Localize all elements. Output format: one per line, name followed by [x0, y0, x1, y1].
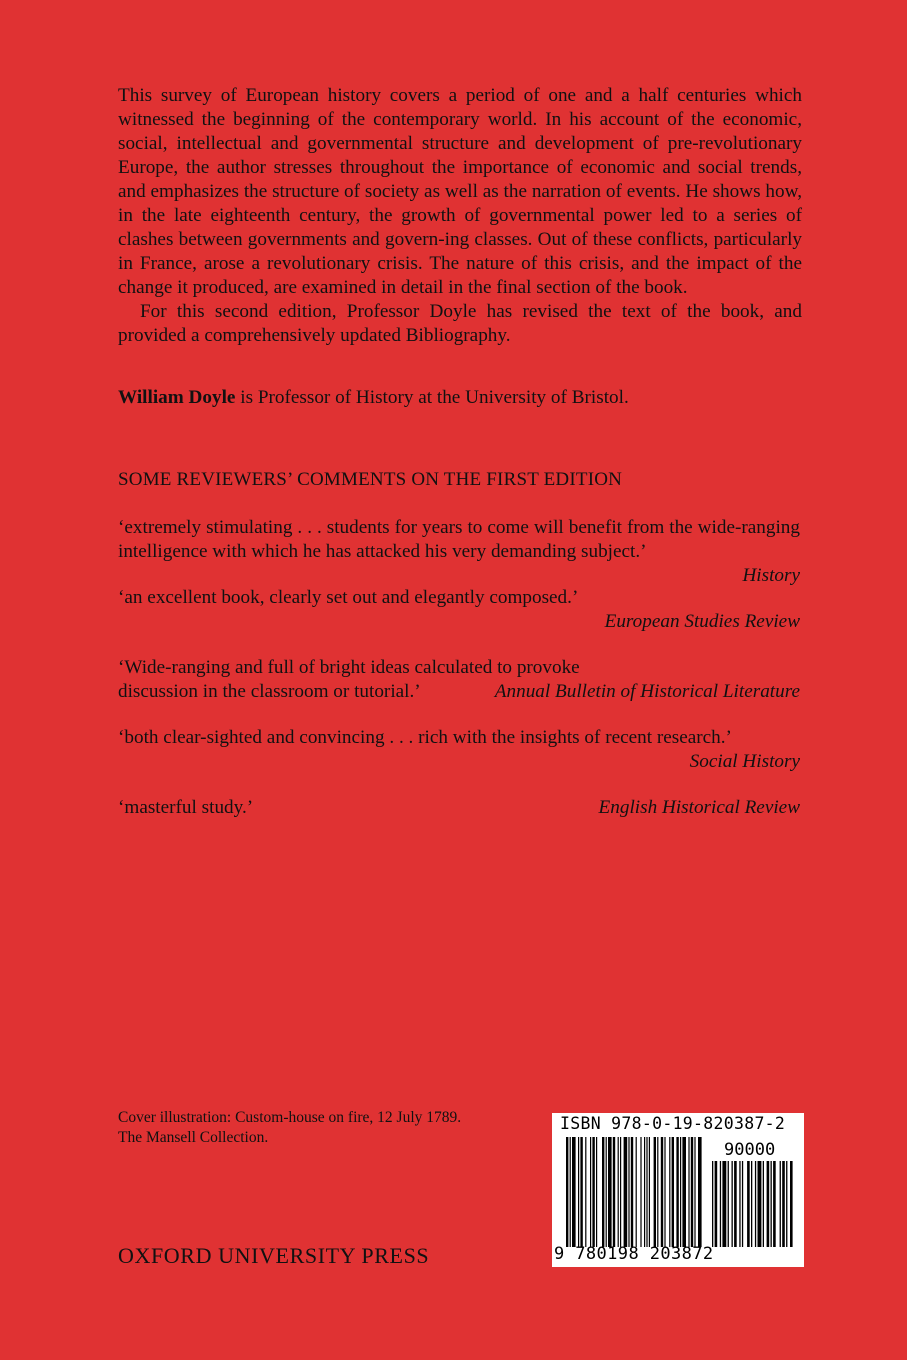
barcode-bar: [640, 1137, 641, 1247]
review-quote: ‘Wide-ranging and full of bright ideas calculated to provoke discussion in the classroom or tutorial.’: [118, 657, 580, 702]
barcode-bar: [624, 1137, 628, 1247]
addon-barcode-bar: [722, 1161, 726, 1247]
barcode-bar: [664, 1137, 665, 1247]
addon-barcode-bar: [732, 1161, 733, 1247]
barcode-bar: [672, 1137, 674, 1247]
review-3: [118, 656, 808, 704]
review-source: English Historical Review: [598, 797, 800, 818]
blurb-paragraph-1: This survey of European history covers a period of one and a half centuries which witnessed the beginning of the contemporary world. In his account of the economic, social, intellectual and governmental structure and development of pre-revolutionary Europe, the author stresses throughout the importance of economic and social trends, and emphasizes the structure of society as well as the narration of events. He shows how, in the late eighteenth century, the growth of governmental power led to a series of clashes between governments and govern-ing classes. Out of these conflicts, particularly in France, arose a revolutionary crisis. The nature of this crisis, and the impact of the change it produced, are examined in detail in the final section of the book.: [118, 85, 802, 298]
barcode-bar: [676, 1137, 678, 1247]
barcode-bar: [585, 1137, 586, 1247]
addon-barcode-bar: [739, 1161, 740, 1247]
barcode-bar: [596, 1137, 597, 1247]
review-quote: ‘both clear-sighted and convincing . . . rich with the insights of recent research.’: [118, 727, 732, 748]
review-source: Annual Bulletin of Historical Literature: [494, 681, 800, 702]
barcode-bar: [631, 1137, 633, 1247]
addon-barcode-bar: [720, 1161, 721, 1247]
review-quote: ‘masterful study.’: [118, 797, 254, 818]
review-2: [118, 586, 800, 634]
barcode-bar: [654, 1137, 656, 1247]
barcode-bar: [657, 1137, 658, 1247]
isbn-text: ISBN 978-0-19-820387-2: [560, 1114, 786, 1133]
review-source: European Studies Review: [604, 611, 800, 632]
barcode-bar: [580, 1137, 582, 1247]
review-quote: ‘an excellent book, clearly set out and elegantly composed.’: [118, 587, 579, 608]
barcode-bar: [636, 1137, 637, 1247]
barcode-bar: [644, 1137, 645, 1247]
author-name: William Doyle: [118, 387, 236, 408]
addon-barcode-bar: [728, 1161, 729, 1247]
barcode-bar: [620, 1137, 621, 1247]
addon-barcode-bar: [712, 1161, 713, 1247]
addon-barcode-bar: [747, 1161, 750, 1247]
barcode-bar: [682, 1137, 686, 1247]
addon-barcode-bar: [773, 1161, 776, 1247]
barcode-bar: [566, 1137, 568, 1247]
barcode-bar: [669, 1137, 670, 1247]
barcode-bar: [572, 1137, 576, 1247]
barcode-bar: [649, 1137, 650, 1247]
barcode-bar: [688, 1137, 689, 1247]
blurb-paragraph-2: For this second edition, Professor Doyle has revised the text of the book, and provided a comprehensively updated Bibliography.: [118, 301, 802, 346]
barcode-bar: [608, 1137, 612, 1247]
barcode-bar: [592, 1137, 594, 1247]
blurb: [118, 84, 802, 348]
addon-barcode-bar: [734, 1161, 737, 1247]
barcode-box: [552, 1113, 804, 1267]
review-quote: ‘extremely stimulating . . . students for years to come will benefit from the wide-ranging intelligence with which he has attacked his very demanding subject.’: [118, 517, 800, 562]
barcode-bar: [606, 1137, 607, 1247]
review-5: [118, 796, 800, 820]
barcode-bar: [570, 1137, 571, 1247]
ean-digits: 9 780198 203872: [554, 1244, 714, 1264]
barcode-bar: [646, 1137, 647, 1247]
barcode-bar: [691, 1137, 693, 1247]
addon-barcode-bar: [751, 1161, 752, 1247]
cover-credit-line-1: Cover illustration: Custom-house on fire, 12 July 1789.: [118, 1109, 462, 1126]
addon-barcode-bar: [782, 1161, 785, 1247]
addon-barcode-bar: [758, 1161, 762, 1247]
cover-credit-line-2: The Mansell Collection.: [118, 1129, 269, 1146]
barcode-bar: [618, 1137, 619, 1247]
addon-barcode-bar: [715, 1161, 718, 1247]
barcode-bar: [613, 1137, 615, 1247]
barcode-bar: [661, 1137, 663, 1247]
review-4: [118, 726, 800, 774]
author-bio: [118, 386, 802, 410]
addon-barcode-bar: [755, 1161, 756, 1247]
addon-barcode-bar: [780, 1161, 781, 1247]
review-source: Social History: [689, 751, 800, 772]
publisher-name: OXFORD UNIVERSITY PRESS: [118, 1243, 430, 1268]
addon-barcode-bar: [763, 1161, 764, 1247]
cover-credit: [118, 1108, 538, 1148]
barcode-bar: [694, 1137, 695, 1247]
barcode-bar: [628, 1137, 629, 1247]
barcode-bar: [578, 1137, 579, 1247]
barcode-bar: [602, 1137, 604, 1247]
addon-barcode-bar: [786, 1161, 787, 1247]
addon-barcode-bar: [771, 1161, 772, 1247]
review-source: History: [742, 565, 800, 586]
reviews-heading: SOME REVIEWERS’ COMMENTS ON THE FIRST EDITION: [118, 469, 623, 490]
review-1: [118, 516, 800, 588]
barcode-bar: [680, 1137, 681, 1247]
barcode-bar: [590, 1137, 591, 1247]
price-code: 90000: [724, 1140, 776, 1160]
addon-barcode-bar: [767, 1161, 770, 1247]
addon-barcode-bar: [742, 1161, 743, 1247]
barcode-bar: [698, 1137, 702, 1247]
addon-barcode-bar: [790, 1161, 793, 1247]
author-description: is Professor of History at the University of Bristol.: [235, 387, 629, 408]
